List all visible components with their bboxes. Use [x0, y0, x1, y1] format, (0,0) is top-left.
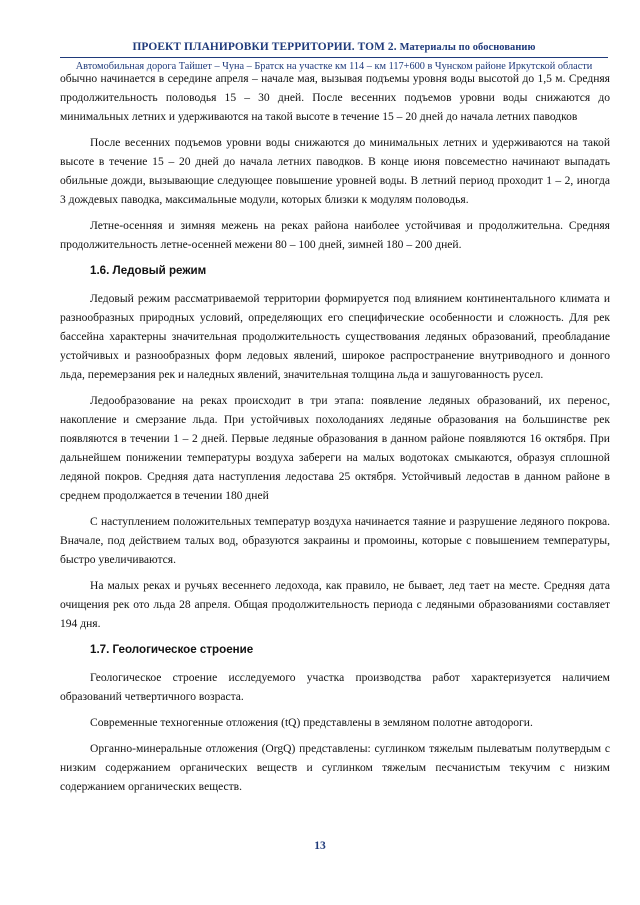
header-subtitle: Автомобильная дорога Тайшет – Чуна – Братск на участке км 114 – км 117+600 в Чунском районе Иркутской области: [75, 61, 593, 72]
paragraph: Ледовый режим рассматриваемой территории формируется под влиянием континентального климата и разнообразных природных условий, определяющих его специфические особенности и сложность. Для рек бассейна характерны значительная продолжительность существования ледяных образований, преобладание устойчивых и разнообразных форм ледовых явлений, широкое распространение внутриводного и донного льда, перемерзания рек и наледных явлений, значительная толщина льда и зашугованность русел.: [60, 293, 610, 381]
paragraph: С наступлением положительных температур воздуха начинается таяние и разрушение ледяного покрова. Вначале, под действием талых вод, образуются закраины и промоины, которые с повышением температуры, быстро увеличиваются.: [60, 516, 610, 566]
paragraph-continuation: обычно начинается в середине апреля – начале мая, вызывая подъемы уровня воды высотой до 1,5 м. Средняя продолжительность половодья 15 – 30 дней. После весенних подъемов уровни воды снижаются до минимальных летних и удерживаются на такой высоте в течение 15 – 20 дней до начала летних паводков: [60, 73, 610, 123]
page-number: 13: [314, 840, 326, 852]
header-divider: [60, 57, 608, 58]
paragraph: Органно-минеральные отложения (OrgQ) представлены: суглинком тяжелым пылеватым полутвердым с низким содержанием органических веществ и суглинком тяжелым песчанистым текучим с низким содержанием органических веществ.: [60, 743, 610, 793]
section-heading-geology: 1.7. Геологическое строение: [90, 643, 254, 656]
paragraph: На малых реках и ручьях весеннего ледохода, как правило, не бывает, лед тает на месте. Средняя дата очищения рек ото льда 28 апреля. Общая продолжительность периода с ледяными образованиями составляет 194 дня.: [60, 580, 610, 630]
paragraph: Летне-осенняя и зимняя межень на реках района наиболее устойчивая и продолжительна. Средняя продолжительность летне-осенней межени 80 – 100 дней, зимней 180 – 200 дней.: [60, 220, 610, 251]
paragraph: После весенних подъемов уровни воды снижаются до минимальных летних и удерживаются на такой высоте в течение 15 – 20 дней до начала летних паводков. В конце июня повсеместно начинают выпадать обильные дожди, вызывающие следующее повышение уровней воды. В летний период проходит 1 – 2, иногда 3 дождевых паводка, максимальные модули, которых близки к модулям половодья.: [60, 137, 610, 206]
header-title-small: Материалы по обоснованию: [399, 42, 536, 53]
page-body: [60, 70, 610, 804]
section-heading-ice-regime: 1.6. Ледовый режим: [90, 264, 207, 277]
paragraph: Современные техногенные отложения (tQ) представлены в земляном полотне автодороги.: [90, 717, 533, 729]
header-title: [60, 40, 608, 55]
header-title-main: ПРОЕКТ ПЛАНИРОВКИ ТЕРРИТОРИИ. ТОМ 2.: [132, 41, 397, 53]
page-header: [60, 40, 608, 73]
paragraph: Ледообразование на реках происходит в три этапа: появление ледяных образований, их перенос, накопление и смерзание льда. При устойчивых похолоданиях ледяные образования на большинстве рек появляются в течении 1 – 2 дней. Первые ледяные образования в данном районе появляются 16 октября. При дальнейшем понижении температуры воздуха забереги на малых водотоках смыкаются, образуя сплошной ледяной покров. Средняя дата наступления ледостава 25 октября. Устойчивый ледостав в данном районе в среднем продолжается в течении 180 дней: [60, 395, 610, 502]
paragraph: Геологическое строение исследуемого участка производства работ характеризуется наличием образований четвертичного возраста.: [60, 672, 610, 703]
